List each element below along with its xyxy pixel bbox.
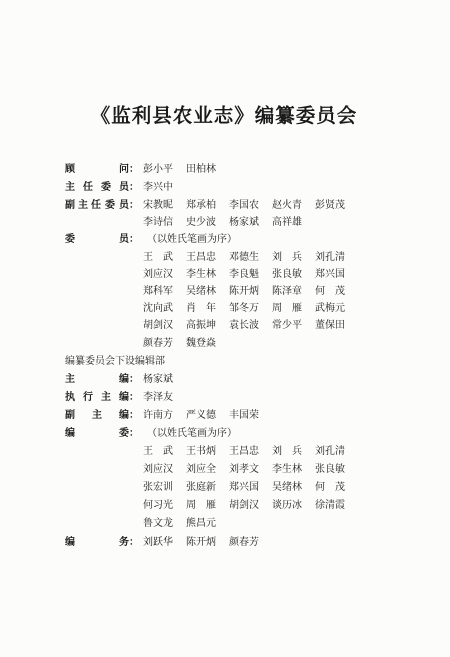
document-page: 《监利县农业志》编纂委员会 顾 问： 彭小平 田柏林 主 任 委 员： 李兴中 副 主 任 委 员： 宋教昵 郑承柏 李国农 赵火青 彭贤茂 李诗信 史少波 杨家斌 高祥雄 委 员： （以姓氏笔画为序） 王 武 王昌忠 邓德生 刘 兵 刘孔清 刘应汉 李生林 李良魁 张良敏 郑兴国 郑科军 吴绪林 陈开炳 陈泽章 何 茂 沈向武 肖 年 邹冬万 周 雁 武梅元 胡剑汉 高振坤 袁长波 常少平 董保田 颜春芳 魏登焱 编纂委员会下设编辑部 主 编： 杨家斌 执 行 主 编： 李泽友 副 主 编： 许南方 严义德 丰国荣 编 委： （以姓氏笔画为序） 王 武 王书炳 王昌忠 刘 兵 刘孔清 刘应汉 刘应全 刘孝文 李生林 张良敏 张宏训 张庭新 郑兴国 吴绪林 何 茂 何习光 周 雁 胡剑汉 谈历冰 徐清霞 鲁文龙 熊昌元 编 务： 刘跃华 陈开炳 颜春芳 [0,0,450,657]
name: 郑兴国 [229,482,259,493]
name: 胡剑汉 [229,500,259,511]
name: 王 武 [143,252,173,263]
name: 鲁文龙 [143,518,173,529]
name: 刘应汉 [143,464,173,475]
name: 郑兴国 [315,269,345,280]
name: 张庭新 [186,482,216,493]
name: 杨家斌 [143,374,173,385]
name: 郑科军 [143,286,173,297]
name: 沈向武 [143,303,173,314]
name: 常少平 [272,320,302,331]
name: 刘跃华 [143,537,173,548]
name: 邹冬万 [229,303,259,314]
name: 李生林 [186,269,216,280]
name: 王昌忠 [229,446,259,457]
name: 刘应全 [186,464,216,475]
name: 赵火青 [272,200,302,211]
name: 张良敏 [315,464,345,475]
name: 武梅元 [315,303,345,314]
name: 彭小平 [143,164,173,175]
name: 吴绪林 [186,286,216,297]
name: 严义德 [186,410,216,421]
name: 高振坤 [186,320,216,331]
name: 徐清霞 [315,500,345,511]
name: 袁长波 [229,320,259,331]
name: 周 雁 [186,500,216,511]
name: 李良魁 [229,269,259,280]
name: 陈开炳 [229,286,259,297]
name: 胡剑汉 [143,320,173,331]
name: 何 茂 [315,482,345,493]
name: 刘 兵 [272,252,302,263]
name: 许南方 [143,410,173,421]
page-title: 《监利县农业志》编纂委员会 [90,104,358,127]
name: 陈开炳 [186,537,216,548]
name: 王 武 [143,446,173,457]
name: 张良敏 [272,269,302,280]
name: 李生林 [272,464,302,475]
name: 彭贤茂 [315,200,345,211]
name: 刘孔清 [315,446,345,457]
name: 吴绪林 [272,482,302,493]
name: 张宏训 [143,482,173,493]
name: 熊昌元 [186,518,216,529]
name: 刘 兵 [272,446,302,457]
name: 王昌忠 [186,252,216,263]
name: 刘应汉 [143,269,173,280]
members-note: （以姓氏笔画为序） [147,234,237,245]
name: 宋教昵 [143,200,173,211]
name: 史少波 [186,217,216,228]
deputy-directors-names [143,198,358,214]
name: 李兴中 [143,182,173,193]
name: 陈泽章 [272,286,302,297]
name: 谈历冰 [272,500,302,511]
name: 刘孝文 [229,464,259,475]
name: 王书炳 [186,446,216,457]
name: 李国农 [229,200,259,211]
name: 颜春芳 [229,537,259,548]
name: 邓德生 [229,252,259,263]
name: 李诗信 [143,217,173,228]
editorial-members-note: （以姓氏笔画为序） [147,428,237,439]
name: 丰国荣 [229,410,259,421]
advisors-names [143,162,229,178]
name: 郑承柏 [186,200,216,211]
name: 何习光 [143,500,173,511]
name: 肖 年 [186,303,216,314]
name: 周 雁 [272,303,302,314]
name: 魏登焱 [186,338,216,349]
name: 董保田 [315,320,345,331]
sub-note: 编纂委员会下设编辑部 [65,356,165,367]
name: 刘孔清 [315,252,345,263]
name: 李泽友 [143,392,173,403]
name: 田柏林 [186,164,216,175]
name: 何 茂 [315,286,345,297]
name: 高祥雄 [272,217,302,228]
director-names [143,180,186,196]
name: 颜春芳 [143,338,173,349]
name: 杨家斌 [229,217,259,228]
